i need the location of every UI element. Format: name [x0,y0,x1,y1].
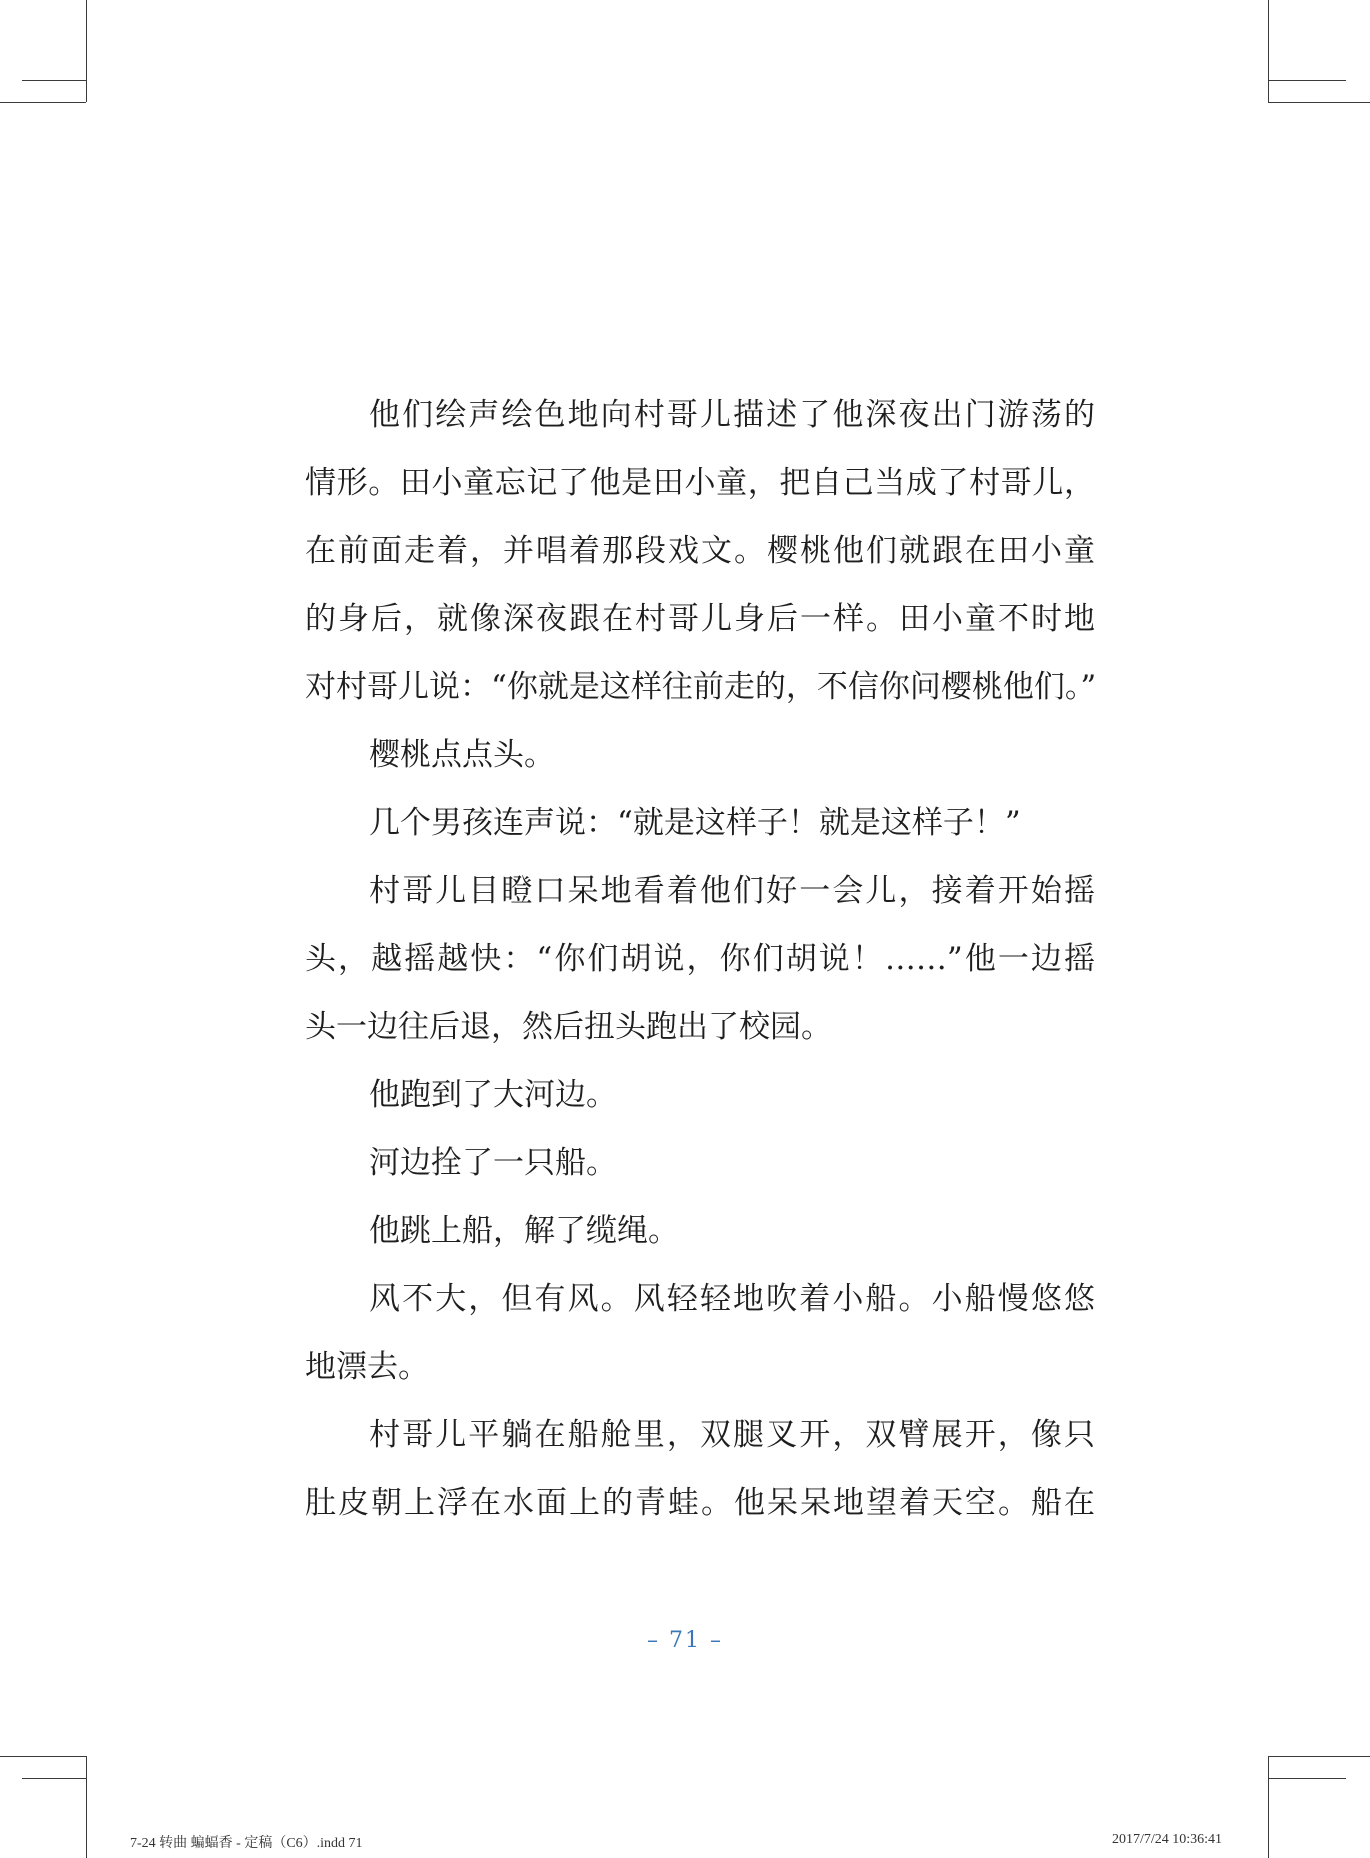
text-line: 对村哥儿说：“你就是这样往前走的，不信你问樱桃他们。” [305,669,1097,705]
crop-mark-bottom-left-short [22,1778,86,1779]
text-line: 几个男孩连声说：“就是这样子！就是这样子！” [369,805,1021,841]
crop-mark-bottom-right-vertical [1268,1756,1269,1858]
text-line: 村哥儿平躺在船舱里，双腿叉开，双臂展开，像只 [369,1417,1095,1453]
text-line: 樱桃点点头。 [369,737,555,773]
text-line: 他们绘声绘色地向村哥儿描述了他深夜出门游荡的 [369,397,1095,433]
text-line: 头一边往后退，然后扭头跑出了校园。 [305,1009,832,1045]
page-number: – 71 – [647,1628,723,1653]
text-line: 情形。田小童忘记了他是田小童，把自己当成了村哥儿， [305,465,1095,501]
crop-mark-bottom-left-horizontal [0,1756,86,1757]
text-line: 他跑到了大河边。 [369,1077,617,1113]
text-line: 的身后，就像深夜跟在村哥儿身后一样。田小童不时地 [305,601,1095,637]
crop-mark-top-left-vertical [86,0,87,102]
slug-timestamp: 2017/7/24 10:36:41 [1111,1832,1222,1847]
text-line: 在前面走着，并唱着那段戏文。樱桃他们就跟在田小童 [305,533,1095,569]
crop-mark-top-right-vertical [1268,0,1269,102]
text-line: 头，越摇越快：“你们胡说，你们胡说！……”他一边摇 [305,941,1095,977]
crop-mark-top-left-short [22,80,86,81]
slug-file-name: 7-24 转曲 蝙蝠香 - 定稿（C6）.indd 71 [130,1836,363,1851]
text-line: 风不大，但有风。风轻轻地吹着小船。小船慢悠悠 [369,1281,1095,1317]
crop-mark-bottom-left-vertical [86,1756,87,1858]
crop-mark-top-right-short [1268,80,1346,81]
text-line: 地漂去。 [305,1349,429,1385]
text-line: 他跳上船，解了缆绳。 [369,1213,679,1249]
crop-mark-bottom-right-horizontal [1268,1756,1370,1757]
text-line: 肚皮朝上浮在水面上的青蛙。他呆呆地望着天空。船在 [305,1485,1095,1521]
crop-mark-bottom-right-short [1268,1778,1346,1779]
crop-mark-top-right-horizontal [1268,102,1370,103]
crop-mark-top-left-horizontal [0,102,86,103]
text-line: 河边拴了一只船。 [369,1145,617,1181]
text-line: 村哥儿目瞪口呆地看着他们好一会儿，接着开始摇 [369,873,1095,909]
